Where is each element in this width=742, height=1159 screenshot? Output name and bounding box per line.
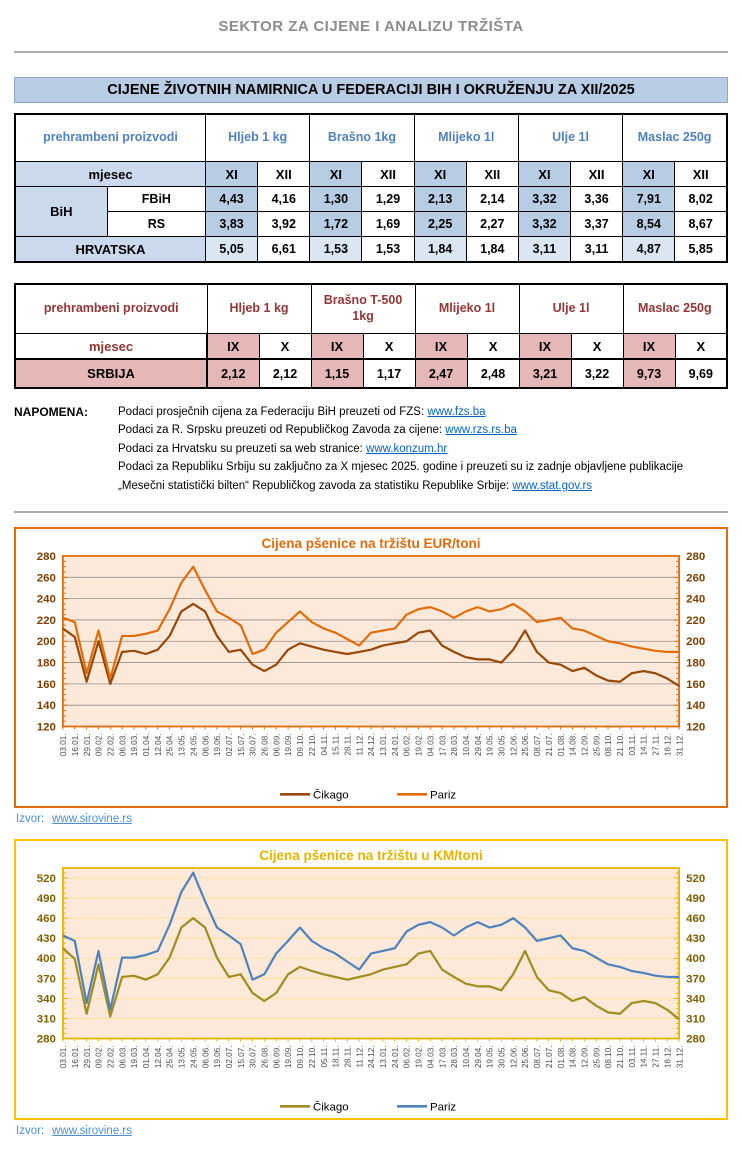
- y-label: 280: [686, 550, 706, 563]
- napomena-line: [118, 440, 683, 458]
- source-line-2: [16, 1125, 728, 1137]
- divider-mid: [14, 511, 728, 513]
- y-label: 280: [36, 1033, 56, 1046]
- x-label: 10.04.: [461, 733, 471, 757]
- t1-product-header: Maslac 250g: [623, 114, 727, 162]
- x-label: 19.03.: [130, 733, 140, 757]
- source-label: Izvor:: [16, 813, 45, 826]
- x-label: 15.07.: [236, 733, 246, 757]
- t1-month-xii: XII: [362, 162, 414, 187]
- x-label: 22.02.: [106, 1045, 116, 1069]
- x-label: 06.06.: [201, 733, 211, 757]
- x-label: 24.05.: [189, 733, 199, 757]
- x-label: 21.07.: [544, 733, 554, 757]
- x-label: 19.06.: [213, 733, 223, 757]
- y-label: 120: [686, 721, 706, 734]
- source-link[interactable]: www.sirovine.rs: [52, 813, 133, 826]
- x-label: 16.01.: [70, 1045, 80, 1069]
- y-label: 520: [36, 873, 56, 886]
- x-label: 27.11.: [651, 733, 661, 756]
- t1-product-header: Brašno 1kg: [310, 114, 414, 162]
- t1-month-xii: XII: [258, 162, 310, 187]
- x-label: 29.01.: [82, 733, 92, 757]
- t2-month-x: X: [571, 334, 623, 360]
- chart-km-box: [14, 839, 728, 1120]
- x-label: 13.05.: [177, 733, 187, 757]
- napomena-line: [118, 458, 683, 476]
- x-label: 08.07.: [533, 733, 543, 757]
- t1-row-label: FBiH: [107, 187, 205, 212]
- t1-value: 1,53: [310, 237, 362, 263]
- x-label: 18.12.: [663, 1045, 673, 1069]
- t2-value: 1,17: [363, 359, 415, 388]
- x-label: 29.04.: [473, 1045, 483, 1069]
- y-label: 240: [36, 593, 56, 606]
- napomena-lines: [118, 403, 683, 495]
- t2-value: 2,48: [467, 359, 519, 388]
- t1-value: 3,92: [258, 212, 310, 237]
- y-label: 370: [686, 973, 706, 986]
- t2-month-ix: IX: [519, 334, 571, 360]
- x-label: 12.04.: [153, 1045, 163, 1069]
- y-label: 400: [36, 953, 56, 966]
- napomena-line: [118, 477, 683, 495]
- chart-eur-plot: [19, 551, 723, 804]
- x-label: 28.03.: [450, 733, 460, 757]
- x-label: 10.04.: [461, 1045, 471, 1069]
- y-label: 310: [686, 1013, 706, 1026]
- x-label: 14.08.: [568, 733, 578, 757]
- x-label: 04.11.: [319, 733, 329, 756]
- x-label: 03.11.: [627, 1045, 637, 1068]
- y-label: 400: [686, 953, 706, 966]
- t1-month-xii: XII: [675, 162, 727, 187]
- x-label: 25.04.: [165, 1045, 175, 1069]
- legend-label: Čikago: [312, 1101, 349, 1114]
- t1-value: 1,84: [414, 237, 466, 263]
- t1-value: 1,53: [362, 237, 414, 263]
- t1-month-xii: XII: [571, 162, 623, 187]
- x-label: 14.11.: [639, 733, 649, 756]
- x-label: 27.11.: [651, 1045, 661, 1068]
- x-label: 12.06.: [509, 733, 519, 757]
- divider-top: [14, 51, 728, 53]
- t1-value: 3,37: [571, 212, 623, 237]
- x-label: 19.02.: [414, 1045, 424, 1069]
- t1-row-label: RS: [107, 212, 205, 237]
- t1-month-xi: XI: [310, 162, 362, 187]
- t1-value: 4,43: [206, 187, 258, 212]
- x-label: 13.05.: [177, 1045, 187, 1069]
- x-label: 21.10.: [616, 733, 626, 757]
- t2-month-ix: IX: [311, 334, 363, 360]
- x-label: 06.09.: [272, 1045, 282, 1069]
- x-label: 22.02.: [106, 733, 116, 757]
- t2-value: 2,47: [415, 359, 467, 388]
- t2-row-srbija: SRBIJA: [15, 359, 207, 388]
- t2-month-ix: IX: [415, 334, 467, 360]
- x-label: 28.03.: [450, 1045, 460, 1069]
- x-label: 08.10.: [604, 1045, 614, 1069]
- t1-value: 8,67: [675, 212, 727, 237]
- x-label: 03.01.: [59, 1045, 69, 1069]
- t2-value: 1,15: [311, 359, 363, 388]
- t1-value: 8,02: [675, 187, 727, 212]
- x-label: 06.02.: [402, 733, 412, 757]
- x-label: 02.07.: [224, 1045, 234, 1069]
- t1-value: 3,32: [518, 212, 570, 237]
- y-label: 340: [686, 993, 706, 1006]
- t2-value: 2,12: [207, 359, 259, 388]
- t1-value: 1,30: [310, 187, 362, 212]
- t2-product-header: Maslac 250g: [623, 284, 727, 334]
- t2-month-x: X: [675, 334, 727, 360]
- t1-value: 6,61: [258, 237, 310, 263]
- t2-product-header: Hljeb 1 kg: [207, 284, 311, 334]
- y-label: 490: [36, 893, 56, 906]
- t1-value: 3,32: [518, 187, 570, 212]
- x-label: 14.08.: [568, 1045, 578, 1069]
- t1-row-hrvatska: HRVATSKA: [15, 237, 206, 263]
- x-label: 31.12.: [675, 733, 685, 757]
- x-label: 29.04.: [473, 733, 483, 757]
- x-label: 09.02.: [94, 733, 104, 757]
- x-label: 19.05.: [485, 733, 495, 757]
- x-label: 11.12.: [355, 733, 365, 756]
- napomena-link[interactable]: www.rzs.rs.ba: [445, 424, 517, 437]
- x-label: 17.03.: [438, 733, 448, 757]
- x-label: 01.08.: [556, 733, 566, 757]
- y-label: 220: [686, 614, 706, 627]
- napomena-label: NAPOMENA:: [14, 405, 88, 419]
- t1-value: 1,29: [362, 187, 414, 212]
- x-label: 25.04.: [165, 733, 175, 757]
- x-label: 09.10.: [296, 1045, 306, 1069]
- t2-month-label: mjesec: [15, 334, 207, 360]
- y-label: 120: [36, 721, 56, 734]
- t1-value: 5,05: [206, 237, 258, 263]
- t1-month-xi: XI: [414, 162, 466, 187]
- t1-value: 3,11: [571, 237, 623, 263]
- x-label: 21.10.: [616, 1045, 626, 1069]
- x-label: 06.02.: [402, 1045, 412, 1069]
- t2-month-x: X: [259, 334, 311, 360]
- x-label: 19.02.: [414, 733, 424, 757]
- chart-km-plot: [19, 863, 723, 1116]
- t1-month-xi: XI: [518, 162, 570, 187]
- t1-value: 1,69: [362, 212, 414, 237]
- napomena-text: Podaci prosječnih cijena za Federaciju BiH preuzeti od FZS:: [118, 406, 428, 418]
- x-label: 03.11.: [627, 733, 637, 756]
- x-label: 05.11.: [319, 1045, 329, 1068]
- y-label: 520: [686, 873, 706, 886]
- x-label: 21.07.: [544, 1045, 554, 1069]
- x-label: 30.05.: [497, 733, 507, 757]
- t1-product-header: Hljeb 1 kg: [206, 114, 310, 162]
- x-label: 06.09.: [272, 733, 282, 757]
- price-table-bih: [14, 113, 728, 263]
- x-label: 12.09.: [580, 733, 590, 757]
- chart-eur-title: Cijena pšenice na tržištu EUR/toni: [261, 535, 481, 551]
- y-label: 370: [36, 973, 56, 986]
- y-label: 160: [36, 678, 56, 691]
- t2-header-label: prehrambeni proizvodi: [15, 284, 207, 334]
- t2-product-header: Mlijeko 1l: [415, 284, 519, 334]
- t2-value: 2,12: [259, 359, 311, 388]
- x-label: 25.09.: [592, 1045, 602, 1069]
- t1-value: 5,85: [675, 237, 727, 263]
- y-label: 460: [686, 913, 706, 926]
- t1-value: 3,83: [206, 212, 258, 237]
- x-label: 08.10.: [604, 733, 614, 757]
- x-label: 24.12.: [367, 733, 377, 757]
- x-label: 19.03.: [130, 1045, 140, 1069]
- t1-group-bih: BiH: [15, 187, 107, 237]
- t1-month-xi: XI: [206, 162, 258, 187]
- legend-label: Pariz: [430, 789, 457, 802]
- x-label: 02.07.: [224, 733, 234, 757]
- t2-value: 3,22: [571, 359, 623, 388]
- x-label: 25.06.: [521, 733, 531, 757]
- x-label: 08.07.: [533, 1045, 543, 1069]
- y-label: 430: [686, 933, 706, 946]
- y-label: 280: [36, 550, 56, 563]
- y-label: 280: [686, 1033, 706, 1046]
- x-label: 22.10.: [307, 1045, 317, 1069]
- x-label: 09.10.: [296, 733, 306, 757]
- t2-month-x: X: [363, 334, 415, 360]
- x-label: 24.01.: [390, 733, 400, 757]
- t2-month-ix: IX: [207, 334, 259, 360]
- y-label: 240: [686, 593, 706, 606]
- x-label: 01.04.: [142, 733, 152, 757]
- napomena-text: Podaci za Republiku Srbiju su zaključno za X mjesec 2025. godine i preuzeti su iz zadnje objavljene publikacije: [118, 461, 684, 474]
- x-label: 24.05.: [189, 1045, 199, 1069]
- t1-value: 8,54: [623, 212, 675, 237]
- t1-value: 2,13: [414, 187, 466, 212]
- t1-value: 4,87: [623, 237, 675, 263]
- y-label: 180: [686, 657, 706, 670]
- t1-product-header: Mlijeko 1l: [414, 114, 518, 162]
- price-table-srbija: [14, 283, 728, 389]
- t1-product-header: Ulje 1l: [518, 114, 622, 162]
- y-label: 180: [36, 657, 56, 670]
- x-label: 25.06.: [521, 1045, 531, 1069]
- x-label: 28.11.: [343, 733, 353, 756]
- x-label: 15.11.: [331, 733, 341, 756]
- x-label: 19.06.: [213, 1045, 223, 1069]
- y-label: 200: [686, 636, 706, 649]
- y-label: 160: [686, 678, 706, 691]
- x-label: 19.09.: [284, 1045, 294, 1069]
- x-label: 28.11.: [343, 1045, 353, 1068]
- x-label: 17.03.: [438, 1045, 448, 1069]
- t1-value: 4,16: [258, 187, 310, 212]
- t2-month-ix: IX: [623, 334, 675, 360]
- napomena-line: [118, 421, 683, 439]
- napomena-link[interactable]: www.fzs.ba: [427, 406, 486, 418]
- x-label: 06.06.: [201, 1045, 211, 1069]
- x-label: 19.05.: [485, 1045, 495, 1069]
- x-label: 18.11.: [331, 1045, 341, 1068]
- x-label: 09.02.: [94, 1045, 104, 1069]
- x-label: 24.12.: [367, 1045, 377, 1069]
- x-label: 19.09.: [284, 733, 294, 757]
- t1-value: 3,36: [571, 187, 623, 212]
- source-link[interactable]: www.sirovine.rs: [52, 1125, 133, 1138]
- x-label: 22.10.: [307, 733, 317, 757]
- source-line-1: [16, 813, 728, 825]
- t1-value: 1,72: [310, 212, 362, 237]
- t1-value: 2,27: [466, 212, 518, 237]
- chart-eur-box: [14, 527, 728, 808]
- x-label: 11.12.: [355, 1045, 365, 1068]
- y-label: 140: [36, 700, 56, 713]
- x-label: 06.03.: [118, 1045, 128, 1069]
- x-label: 01.04.: [142, 1045, 152, 1069]
- t1-value: 2,14: [466, 187, 518, 212]
- report-banner: CIJENE ŽIVOTNIH NAMIRNICA U FEDERACIJI BIH I OKRUŽENJU ZA XII/2025: [14, 77, 728, 103]
- t2-product-header: Ulje 1l: [519, 284, 623, 334]
- t1-month-xi: XI: [623, 162, 675, 187]
- x-label: 03.01.: [59, 733, 69, 757]
- x-label: 30.05.: [497, 1045, 507, 1069]
- x-label: 14.11.: [639, 1045, 649, 1068]
- x-label: 12.04.: [153, 733, 163, 757]
- t2-value: 9,69: [675, 359, 727, 388]
- t2-value: 3,21: [519, 359, 571, 388]
- x-label: 13.01.: [379, 733, 389, 757]
- x-label: 12.06.: [509, 1045, 519, 1069]
- t2-value: 9,73: [623, 359, 675, 388]
- x-label: 26.08.: [260, 1045, 270, 1069]
- y-label: 460: [36, 913, 56, 926]
- x-label: 15.07.: [236, 1045, 246, 1069]
- x-label: 04.03.: [426, 733, 436, 757]
- x-label: 30.07.: [248, 1045, 258, 1069]
- x-label: 04.03.: [426, 1045, 436, 1069]
- napomena-text: „Mesečni statistički bilten“ Republičkog zavoda za statistiku Republike Srbije:: [118, 479, 513, 492]
- y-label: 220: [36, 614, 56, 627]
- legend-label: Čikago: [312, 789, 349, 802]
- y-label: 260: [36, 572, 56, 585]
- x-label: 16.01.: [70, 733, 80, 757]
- t1-value: 2,25: [414, 212, 466, 237]
- source-label: Izvor:: [16, 1125, 45, 1138]
- y-label: 340: [36, 993, 56, 1006]
- page-title: SEKTOR ZA CIJENE I ANALIZU TRŽIŠTA: [218, 18, 524, 35]
- t1-header-label: prehrambeni proizvodi: [15, 114, 206, 162]
- x-label: 13.01.: [379, 1045, 389, 1069]
- napomena-text: Podaci za Hrvatsku su preuzeti sa web stranice:: [118, 442, 367, 455]
- y-label: 140: [686, 700, 706, 713]
- t1-value: 1,84: [466, 237, 518, 263]
- x-label: 26.08.: [260, 733, 270, 757]
- t2-product-header: Brašno T-500 1kg: [311, 284, 415, 334]
- napomena-text: Podaci za R. Srpsku preuzeti od Republičkog Zavoda za cijene:: [118, 424, 446, 437]
- t1-month-xii: XII: [466, 162, 518, 187]
- t1-value: 3,11: [518, 237, 570, 263]
- x-label: 18.12.: [663, 733, 673, 757]
- y-label: 260: [686, 572, 706, 585]
- legend-label: Pariz: [430, 1101, 457, 1114]
- x-label: 31.12.: [675, 1045, 685, 1069]
- napomena-link[interactable]: www.stat.gov.rs: [512, 479, 593, 492]
- x-label: 25.09.: [592, 733, 602, 757]
- x-label: 01.08.: [556, 1045, 566, 1069]
- t1-value: 7,91: [623, 187, 675, 212]
- napomena-block: [14, 403, 728, 495]
- y-label: 490: [686, 893, 706, 906]
- x-label: 30.07.: [248, 733, 258, 757]
- t2-month-x: X: [467, 334, 519, 360]
- napomena-line: [118, 403, 683, 421]
- x-label: 29.01.: [82, 1045, 92, 1069]
- napomena-link[interactable]: www.konzum.hr: [366, 442, 448, 455]
- y-label: 310: [36, 1013, 56, 1026]
- chart-km-title: Cijena pšenice na tržištu u KM/toni: [259, 848, 483, 864]
- t1-month-label: mjesec: [15, 162, 206, 187]
- x-label: 24.01.: [390, 1045, 400, 1069]
- x-label: 12.09.: [580, 1045, 590, 1069]
- y-label: 200: [36, 636, 56, 649]
- x-label: 06.03.: [118, 733, 128, 757]
- y-label: 430: [36, 933, 56, 946]
